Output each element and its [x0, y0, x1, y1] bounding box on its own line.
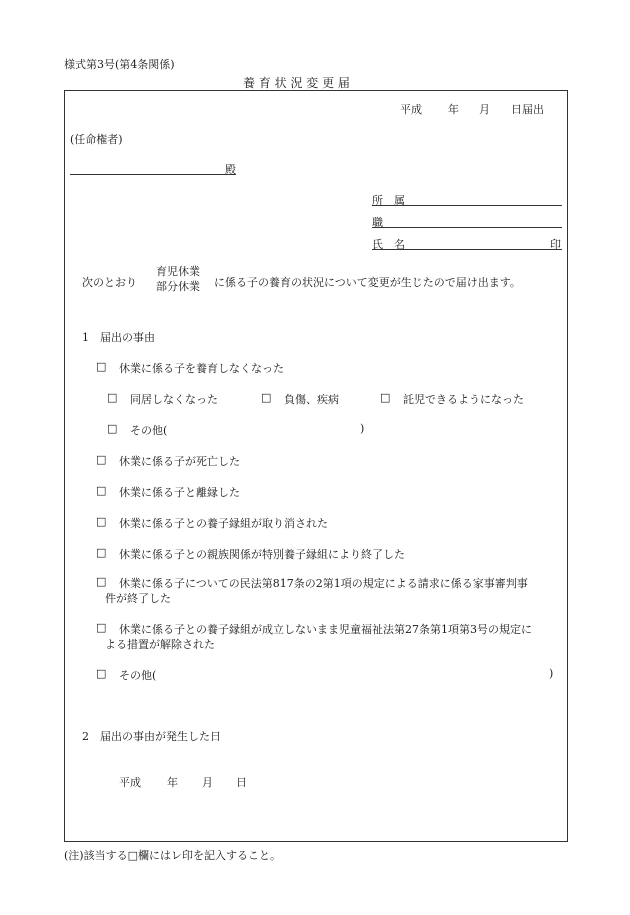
item-no-longer-raising: 休業に係る子を養育しなくなった: [119, 362, 284, 375]
item-adoption-cancelled: 休業に係る子との養子縁組が取り消された: [119, 517, 328, 530]
checkbox-other[interactable]: □: [96, 667, 107, 680]
occurrence-day-label: 日: [236, 776, 247, 789]
item-child-separated: 休業に係る子と離縁した: [119, 486, 240, 499]
affiliation-label: 所 属: [372, 194, 405, 207]
appointing-authority-name-line[interactable]: [70, 174, 236, 175]
item-other-close: ): [549, 667, 554, 680]
occurrence-era: 平成: [119, 776, 141, 789]
leave-type-partial: 部分休業: [156, 280, 200, 293]
sub-injury-illness: 負傷、疾病: [284, 393, 339, 406]
checkbox-special-adoption[interactable]: □: [96, 546, 107, 559]
checkbox-no-longer-raising[interactable]: □: [96, 360, 107, 373]
section2-heading: 2 届出の事由が発生した日: [82, 730, 221, 743]
date-day-submitted-label: 日届出: [511, 103, 544, 116]
name-label: 氏 名: [372, 238, 405, 251]
leave-type-childcare: 育児休業: [156, 265, 200, 278]
form-title: 養 育 状 況 変 更 届: [243, 76, 350, 90]
statement-suffix: に係る子の養育の状況について変更が生じたので届け出ます。: [214, 276, 521, 289]
checkbox-can-entrust[interactable]: □: [380, 391, 391, 404]
checkbox-injury-illness[interactable]: □: [261, 391, 272, 404]
date-year-label: 年: [448, 103, 459, 116]
checkbox-child-died[interactable]: □: [96, 453, 107, 466]
item-special-adoption: 休業に係る子との親族関係が特別養子縁組により終了した: [119, 548, 405, 561]
checkbox-family-court[interactable]: □: [96, 575, 107, 588]
checkbox-not-living-together[interactable]: □: [107, 391, 118, 404]
seal-mark: 印: [550, 238, 561, 251]
occurrence-year-label: 年: [167, 776, 178, 789]
position-label: 職: [372, 216, 383, 229]
checkbox-welfare-measure[interactable]: □: [96, 621, 107, 634]
occurrence-month-label: 月: [202, 776, 213, 789]
date-era: 平成: [400, 103, 422, 116]
sub-other-close: ): [360, 422, 365, 435]
honorific-dono: 殿: [225, 163, 236, 176]
checkbox-adoption-cancelled[interactable]: □: [96, 515, 107, 528]
item-other-open: その他(: [119, 669, 157, 682]
appointing-authority-label: (任命権者): [70, 133, 123, 146]
affiliation-field[interactable]: [372, 205, 562, 206]
sub-can-entrust: 託児できるようになった: [403, 393, 524, 406]
sub-not-living-together: 同居しなくなった: [130, 393, 218, 406]
footnote: (注)該当する□欄にはレ印を記入すること。: [64, 849, 281, 862]
position-field[interactable]: [372, 227, 562, 228]
date-month-label: 月: [479, 103, 490, 116]
checkbox-sub-other[interactable]: □: [107, 422, 118, 435]
item-family-court-line1: 休業に係る子についての民法第817条の2第1項の規定による請求に係る家事審判事: [119, 577, 528, 590]
item-welfare-line2: よる措置が解除された: [105, 638, 215, 651]
section1-heading: 1 届出の事由: [82, 331, 155, 344]
form-number: 様式第3号(第4条関係): [64, 58, 175, 71]
item-family-court-line2: 件が終了した: [105, 592, 171, 605]
item-child-died: 休業に係る子が死亡した: [119, 455, 240, 468]
sub-other-open: その他(: [130, 424, 168, 437]
name-field[interactable]: [372, 249, 562, 250]
item-welfare-line1: 休業に係る子との養子縁組が成立しないまま児童福祉法第27条第1項第3号の規定に: [119, 623, 532, 636]
checkbox-child-separated[interactable]: □: [96, 484, 107, 497]
statement-prefix: 次のとおり: [82, 276, 137, 289]
leave-type-stack: [156, 264, 200, 294]
